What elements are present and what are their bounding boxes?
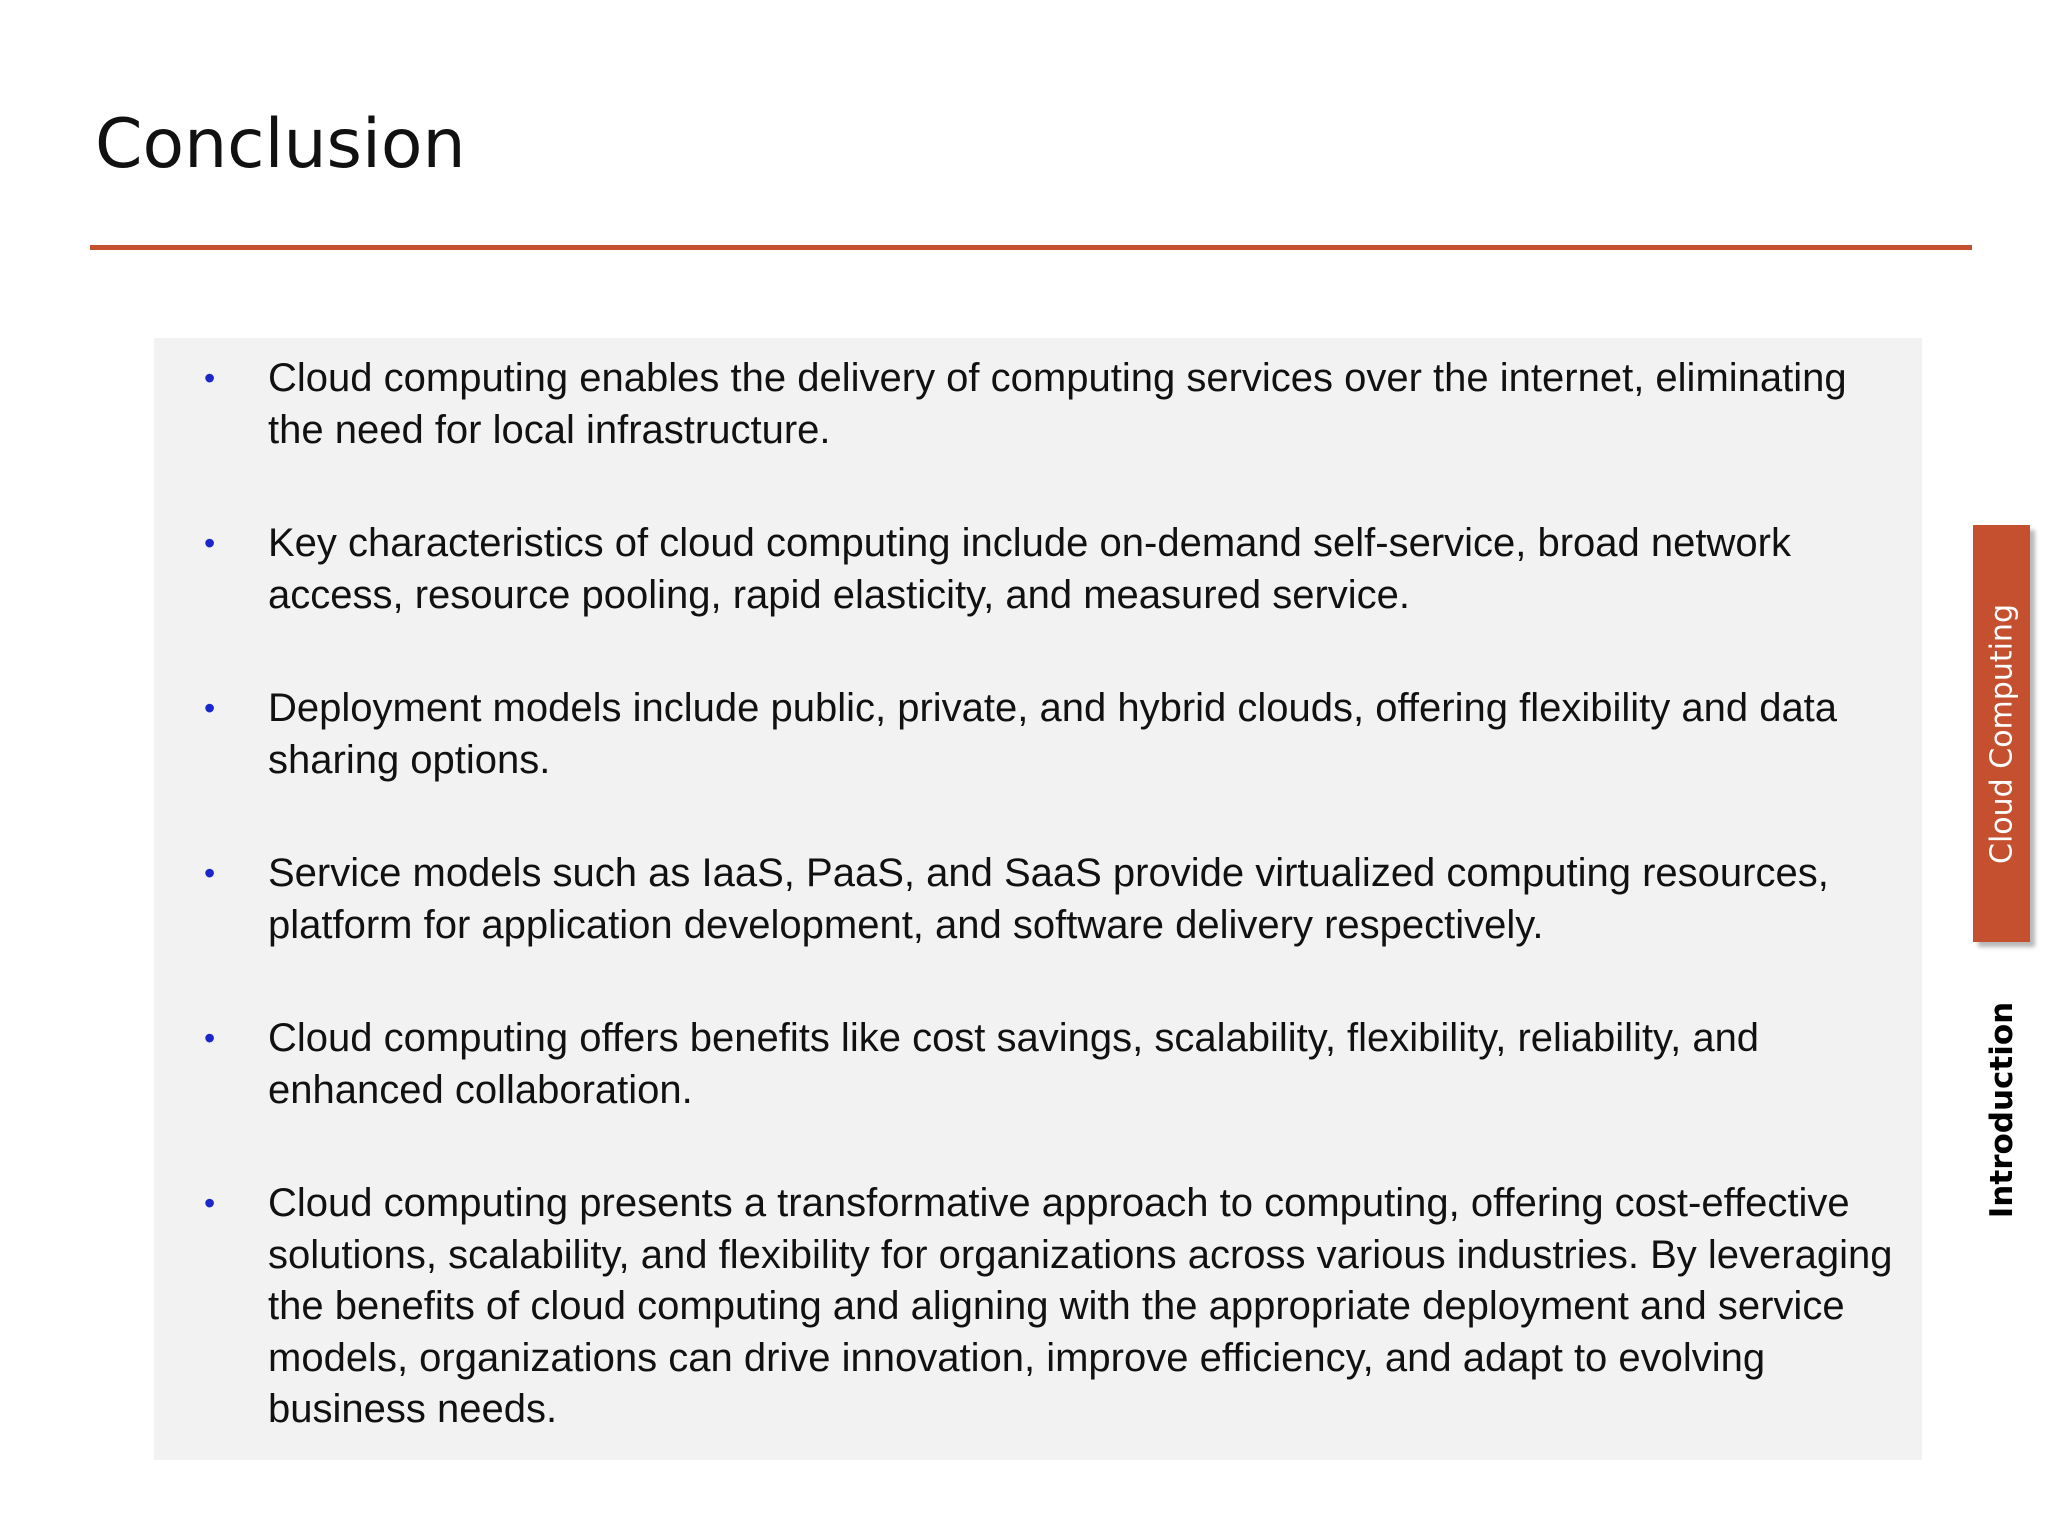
bullet-dot-icon: • bbox=[204, 690, 216, 726]
bullet-item bbox=[154, 353, 1922, 456]
side-tab-cloud-computing[interactable] bbox=[1973, 525, 2030, 942]
bullet-text: Cloud computing presents a transformative approach to computing, offering cost-effective solutions, scalability, and flexibility for organizations across various industries. By leveraging the benefits of cloud computing and aligning with the appropriate deployment and service models, organizations can drive innovation, improve efficiency, and adapt to evolving business needs. bbox=[268, 1181, 1893, 1431]
bullet-text: Key characteristics of cloud computing include on-demand self-service, broad network access, resource pooling, rapid elasticity, and measured service. bbox=[268, 521, 1791, 617]
bullet-dot-icon: • bbox=[204, 525, 216, 561]
bullet-item bbox=[154, 518, 1922, 621]
bullet-dot-icon: • bbox=[204, 360, 216, 396]
bullet-text: Cloud computing enables the delivery of computing services over the internet, eliminating the need for local infrastructure. bbox=[268, 356, 1847, 452]
bullet-text: Deployment models include public, private, and hybrid clouds, offering flexibility and data sharing options. bbox=[268, 686, 1838, 782]
content-panel bbox=[154, 338, 1922, 1460]
side-tab-introduction[interactable] bbox=[1973, 1000, 2030, 1220]
bullet-dot-icon: • bbox=[204, 1185, 216, 1221]
bullet-item bbox=[154, 848, 1922, 951]
bullet-dot-icon: • bbox=[204, 855, 216, 891]
bullet-dot-icon: • bbox=[204, 1020, 216, 1056]
bullet-item bbox=[154, 1013, 1922, 1116]
side-tab-label: Introduction bbox=[1983, 1001, 2020, 1219]
title-divider bbox=[90, 245, 1972, 250]
bullet-item bbox=[154, 1178, 1922, 1436]
bullet-item bbox=[154, 683, 1922, 786]
bullet-text: Cloud computing offers benefits like cost savings, scalability, flexibility, reliability, and enhanced collaboration. bbox=[268, 1016, 1760, 1112]
bullet-list bbox=[154, 353, 1922, 1436]
bullet-text: Service models such as IaaS, PaaS, and SaaS provide virtualized computing resources, platform for application development, and software delivery respectively. bbox=[268, 851, 1829, 947]
side-tab-label: Cloud Computing bbox=[1984, 603, 2019, 864]
slide-title: Conclusion bbox=[95, 105, 466, 184]
